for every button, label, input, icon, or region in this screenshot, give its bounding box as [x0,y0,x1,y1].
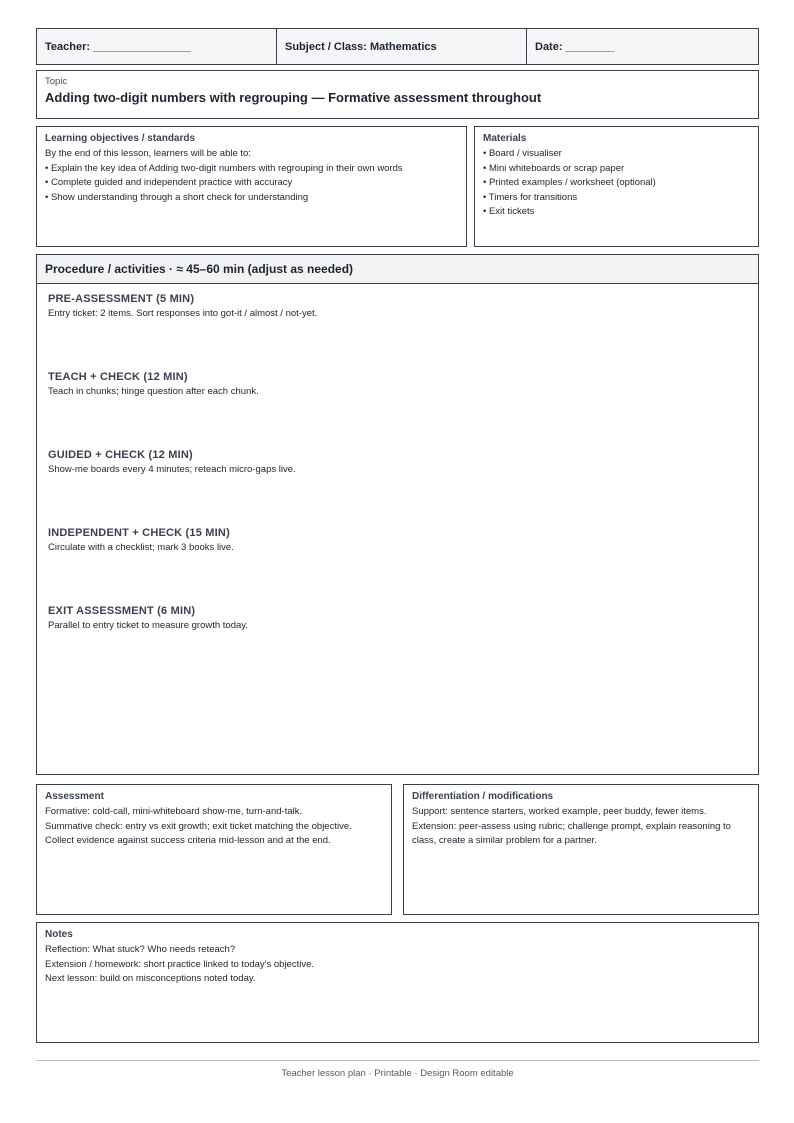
notes-line[interactable]: Extension / homework: short practice linked to today's objective. [45,958,315,970]
topic-label: Topic [45,76,68,87]
objectives-line[interactable]: • Complete guided and independent practice with accuracy [45,177,293,188]
notes-label: Notes [45,929,73,940]
topic-title[interactable]: Adding two-digit numbers with regrouping — Formative assessment throughout [45,90,542,105]
notes-line[interactable]: Next lesson: build on misconceptions noted today. [45,973,256,984]
step-title[interactable]: EXIT ASSESSMENT (6 MIN) [48,605,196,617]
materials-item[interactable]: • Mini whiteboards or scrap paper [483,162,625,174]
procedure-step [48,293,317,319]
objectives-line[interactable]: • Show understanding through a short check for understanding [45,191,309,203]
differentiation-label: Differentiation / modifications [412,791,554,802]
step-title[interactable]: PRE-ASSESSMENT (5 MIN) [48,293,195,305]
step-description[interactable]: Teach in chunks; hinge question after each chunk. [48,386,259,397]
objectives-line[interactable]: By the end of this lesson, learners will be able to: [45,148,251,159]
objectives-section [36,126,467,247]
procedure-step [48,449,296,475]
step-description[interactable]: Circulate with a checklist; mark 3 books live. [48,542,234,553]
materials-item[interactable]: • Printed examples / worksheet (optional) [483,177,656,188]
assessment-label: Assessment [45,791,104,802]
notes-section [36,922,759,1043]
differentiation-section [403,784,759,915]
assessment-line[interactable]: Formative: cold-call, mini-whiteboard show-me, turn-and-talk. [45,806,303,817]
header-row [36,28,759,65]
topic-section [36,70,759,119]
procedure-step [48,371,259,397]
subject-class-field[interactable]: Subject / Class: Mathematics [277,29,527,64]
materials-section [474,126,759,247]
assessment-line[interactable]: Summative check: entry vs exit growth; exit ticket matching the objective. [45,820,352,832]
step-title[interactable]: GUIDED + CHECK (12 MIN) [48,449,193,461]
materials-label: Materials [483,133,527,144]
procedure-heading: Procedure / activities · ≈ 45–60 min (adjust as needed) [37,255,758,284]
teacher-field[interactable]: Teacher: ________________ [37,29,277,64]
materials-item[interactable]: • Board / visualiser [483,148,562,159]
procedure-step [48,605,248,631]
procedure-section [36,254,759,775]
step-title[interactable]: INDEPENDENT + CHECK (15 MIN) [48,527,230,539]
materials-item[interactable]: • Timers for transitions [483,191,578,203]
step-description[interactable]: Entry ticket: 2 items. Sort responses into got-it / almost / not-yet. [48,308,318,319]
step-description[interactable]: Parallel to entry ticket to measure growth today. [48,620,248,631]
objectives-line[interactable]: • Explain the key idea of Adding two-digit numbers with regrouping in their own words [45,162,403,174]
assessment-line[interactable]: Collect evidence against success criteria mid-lesson and at the end. [45,835,331,846]
notes-line[interactable]: Reflection: What stuck? Who needs reteach? [45,944,236,955]
materials-item[interactable]: • Exit tickets [483,206,535,217]
procedure-step [48,527,234,553]
step-title[interactable]: TEACH + CHECK (12 MIN) [48,371,188,383]
footer-divider [36,1060,759,1061]
footer-text: Teacher lesson plan · Printable · Design Room editable [281,1068,514,1079]
date-field[interactable]: Date: ________ [535,40,615,53]
objectives-label: Learning objectives / standards [45,133,196,144]
assessment-section [36,784,392,915]
step-description[interactable]: Show-me boards every 4 minutes; reteach micro-gaps live. [48,464,296,475]
differentiation-text[interactable]: Support: sentence starters, worked example, peer buddy, fewer items. Extension: peer-assess using rubric; challenge prompt, explain reasoning to class, create a similar problem for a partner. [412,806,731,846]
